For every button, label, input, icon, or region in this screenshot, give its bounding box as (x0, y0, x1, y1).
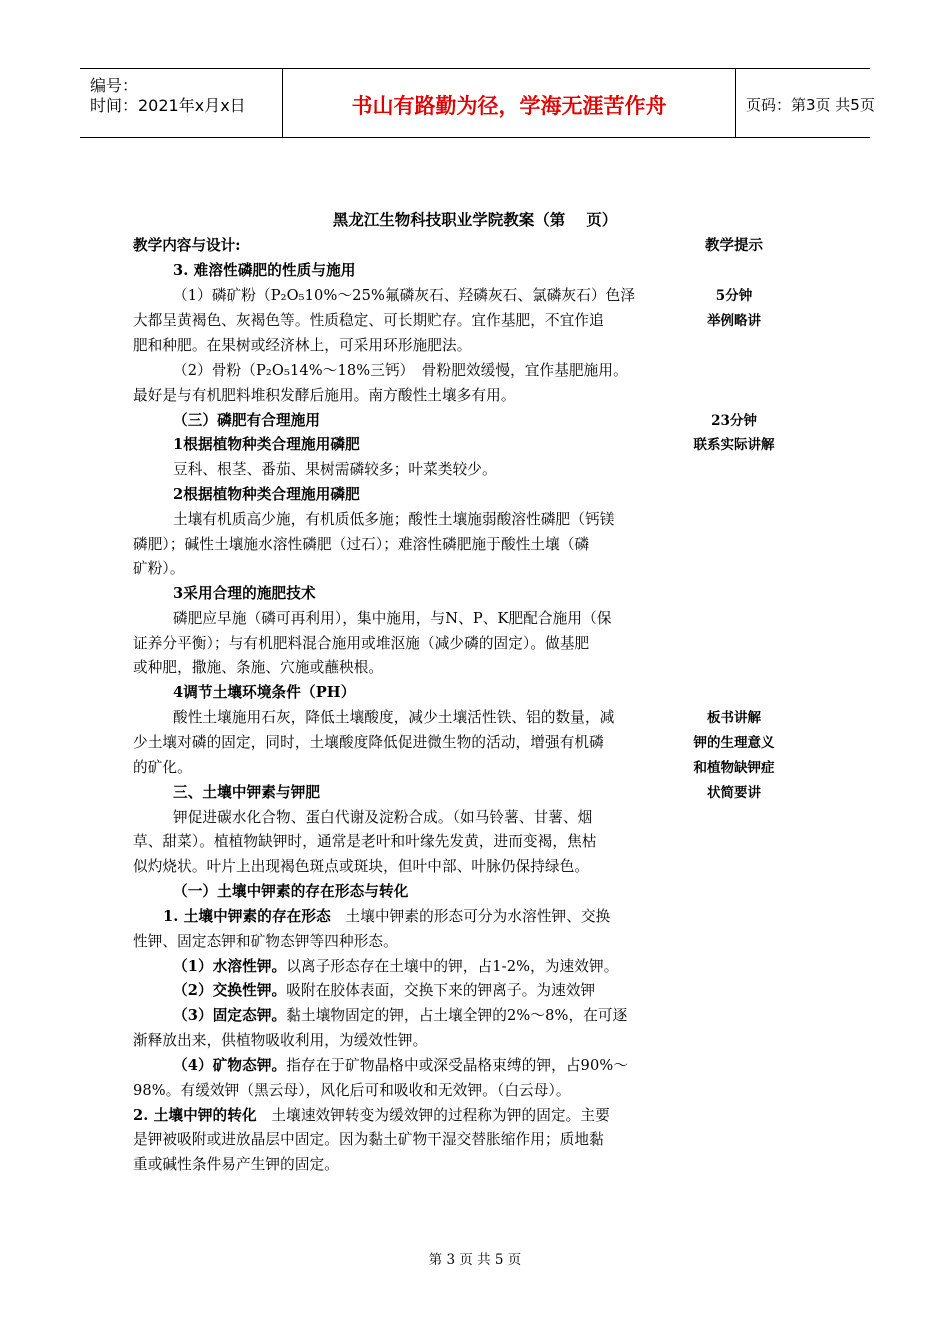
content-line: 重或碱性条件易产生钾的固定。 (133, 1156, 339, 1173)
content-line: 三、土壤中钾素与钾肥 (173, 784, 321, 801)
content-line: 少土壤对磷的固定，同时，土壤酸度降低促进微生物的活动，增强有机磷 (133, 734, 604, 751)
content-line-rest: 指存在于矿物晶格中或深受晶格束缚的钾，占90%～ (286, 1057, 629, 1074)
content-line: 土壤有机质高少施，有机质低多施；酸性土壤施弱酸溶性磷肥（钙镁 (173, 511, 615, 528)
content-line (173, 1056, 628, 1076)
content-line: 最好是与有机肥料堆积发酵后施用。南方酸性土壤多有用。 (133, 387, 516, 404)
content-line: 似灼烧状。叶片上出现褐色斑点或斑块，但叶中部、叶脉仍保持绿色。 (133, 858, 590, 875)
header-page-label: 页码：第3页 共5页 (746, 96, 875, 114)
content-line: 草、甜菜）。植植物缺钾时，通常是老叶和叶缘先发黄，进而变褐，焦枯 (133, 833, 597, 850)
teaching-hint: 钾的生理意义 (693, 735, 775, 751)
content-line: 钾促进碳水化合物、蛋白代谢及淀粉合成。（如马铃薯、甘薯、烟 (173, 809, 593, 826)
content-line: （三）磷肥有合理施用 (173, 412, 321, 429)
teaching-hint: 23分钟 (711, 413, 757, 429)
content-line: 渐释放出来，供植物吸收利用，为缓效性钾。 (133, 1032, 428, 1049)
content-line: 性钾、固定态钾和矿物态钾等四种形态。 (133, 933, 398, 950)
content-line-bold-lead: 2. 土壤中钾的转化 (133, 1107, 257, 1124)
content-line (133, 1106, 610, 1126)
content-line: （一）土壤中钾素的存在形态与转化 (173, 883, 409, 900)
content-line: 或种肥，撒施、条施、穴施或蘸秧根。 (133, 659, 384, 676)
teaching-hint: 联系实际讲解 (693, 437, 775, 453)
content-line: 2根据植物种类合理施用磷肥 (173, 486, 360, 503)
content-line: 证养分平衡）；与有机肥料混合施用或堆沤施（减少磷的固定）。做基肥 (133, 635, 590, 652)
document-number-label: 编号： (90, 76, 139, 95)
content-line: 磷肥）；碱性土壤施水溶性磷肥（过石）；难溶性磷肥施于酸性土壤（磷 (133, 536, 590, 553)
content-line: （1）磷矿粉（P₂O₅10%～25%氟磷灰石、羟磷灰石、氯磷灰石）色泽 (173, 287, 636, 304)
header-meta-cell (80, 69, 280, 137)
content-line: 肥和种肥。在果树或经济林上，可采用环形施肥法。 (133, 337, 472, 354)
content-line-bold-lead: （2）交换性钾。 (173, 982, 287, 999)
content-line-rest: 土壤速效钾转变为缓效钾的过程称为钾的固定。主要 (256, 1107, 610, 1124)
content-line: 1根据植物种类合理施用磷肥 (173, 436, 360, 453)
content-line: 3. 难溶性磷肥的性质与施用 (173, 262, 356, 279)
content-line-rest: 吸附在胶体表面，交换下来的钾离子。为速效钾 (286, 982, 596, 999)
document-title: 黑龙江生物科技职业学院教案（第 页） (332, 210, 618, 229)
page-footer: 第 3 页 共 5 页 (428, 1252, 522, 1268)
content-line-bold-lead: （1）水溶性钾。 (173, 958, 287, 975)
content-line (163, 907, 610, 927)
content-line: 4调节土壤环境条件（PH） (173, 684, 356, 701)
content-line: 的矿化。 (133, 759, 192, 776)
header-motto-cell (282, 69, 736, 137)
content-line-bold-lead: 1. 土壤中钾素的存在形态 (163, 908, 331, 925)
header-motto: 书山有路勤为径，学海无涯苦作舟 (351, 94, 667, 118)
content-line: 是钾被吸附或进放晶层中固定。因为黏土矿物干湿交替胀缩作用；质地黏 (133, 1131, 604, 1148)
content-column-heading: 教学内容与设计: (133, 237, 241, 254)
content-line-rest: 黏土壤物固定的钾，占土壤全钾的2%～8%，在可逐 (286, 1007, 628, 1024)
hint-column-heading: 教学提示 (705, 237, 763, 254)
content-line-bold-lead: （4）矿物态钾。 (173, 1057, 287, 1074)
content-line-rest: 以离子形态存在土壤中的钾，占1-2%，为速效钾。 (286, 958, 619, 975)
content-line: 大都呈黄褐色、灰褐色等。性质稳定、可长期贮存。宜作基肥，不宜作追 (133, 312, 604, 329)
page-header (80, 68, 875, 138)
teaching-hint: 和植物缺钾症 (693, 760, 775, 776)
document-date-label: 时间：2021年x月x日 (90, 96, 246, 115)
content-line-bold-lead: （3）固定态钾。 (173, 1007, 287, 1024)
teaching-hint: 举例略讲 (707, 313, 761, 329)
content-line-rest: 土壤中钾素的形态可分为水溶性钾、交换 (330, 908, 611, 925)
teaching-hint: 5分钟 (715, 288, 753, 304)
content-line: 98%。有缓效钾（黑云母），风化后可和吸收和无效钾。（白云母）。 (133, 1082, 571, 1099)
content-line (173, 981, 595, 1001)
content-line (173, 957, 618, 977)
teaching-hint: 状简要讲 (707, 785, 761, 801)
content-line: 酸性土壤施用石灰，降低土壤酸度，减少土壤活性铁、铝的数量，减 (173, 709, 615, 726)
content-line: 3采用合理的施肥技术 (173, 585, 316, 602)
content-line: 豆科、根茎、番茄、果树需磷较多；叶菜类较少。 (173, 461, 497, 478)
header-page-cell (736, 69, 875, 137)
teaching-hint: 板书讲解 (707, 710, 761, 726)
content-line: 磷肥应早施（磷可再利用），集中施用，与N、P、K肥配合施用（保 (173, 610, 612, 627)
content-line (173, 1006, 627, 1026)
content-line: （2）骨粉（P₂O₅14%～18%三钙） 骨粉肥效缓慢，宜作基肥施用。 (173, 362, 628, 379)
content-line: 矿粉）。 (133, 560, 185, 577)
